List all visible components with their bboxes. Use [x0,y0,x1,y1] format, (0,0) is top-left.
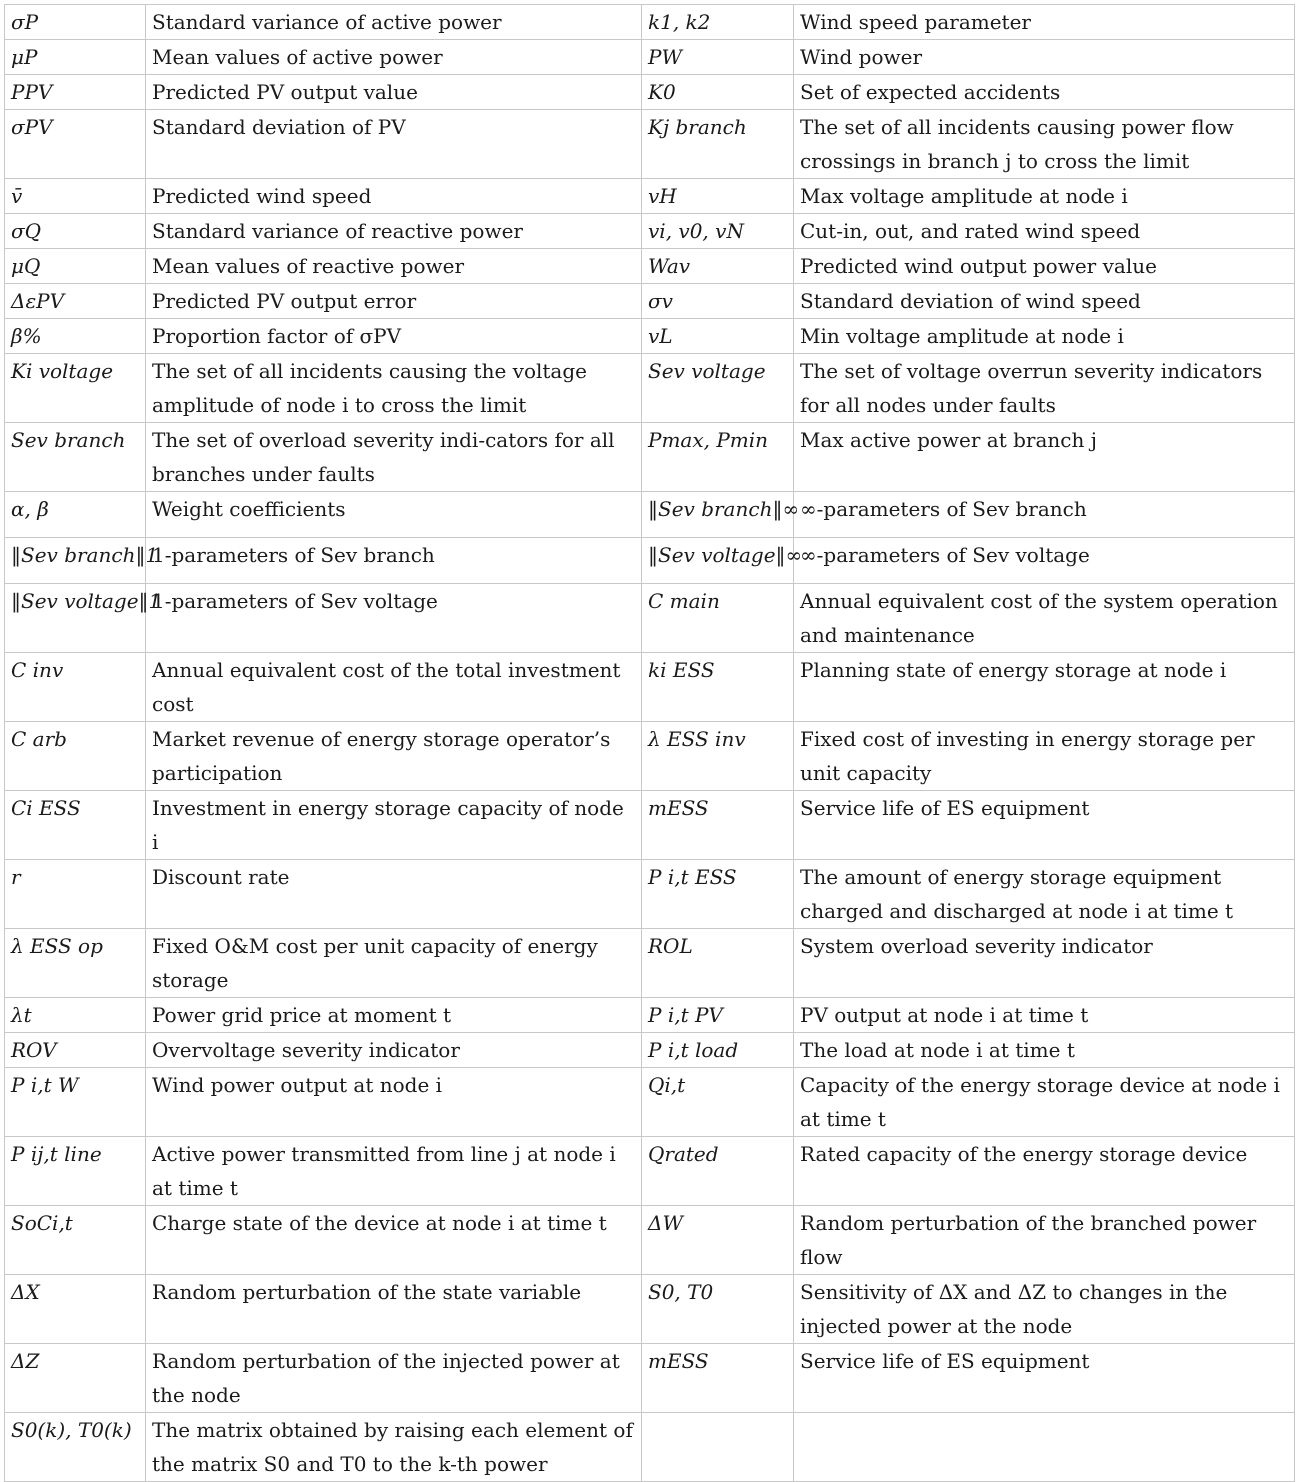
table-row [5,1068,1295,1137]
symbol-cell: P i,t load [642,1033,794,1068]
description-cell: Mean values of active power [146,40,642,75]
description-cell: PV output at node i at time t [794,998,1295,1033]
table-row [5,538,1295,584]
table-row [5,284,1295,319]
description-cell: Market revenue of energy storage operator’s participation [146,722,642,791]
description-cell: Random perturbation of the injected power at the node [146,1344,642,1413]
table-row [5,423,1295,492]
symbol-cell: β% [5,319,146,354]
description-cell: Annual equivalent cost of the system operation and maintenance [794,584,1295,653]
symbol-cell: mESS [642,791,794,860]
description-cell: Service life of ES equipment [794,791,1295,860]
symbol-cell: λ ESS inv [642,722,794,791]
symbol-cell: ‖Sev branch‖∞ [642,492,794,538]
description-cell: Wind power output at node i [146,1068,642,1137]
symbol-cell: ΔX [5,1275,146,1344]
description-cell: Predicted wind speed [146,179,642,214]
description-cell: Standard variance of reactive power [146,214,642,249]
table-row [5,1275,1295,1344]
description-cell: 1-parameters of Sev voltage [146,584,642,653]
symbol-cell: Sev branch [5,423,146,492]
description-cell: Proportion factor of σPV [146,319,642,354]
description-cell: Active power transmitted from line j at node i at time t [146,1137,642,1206]
description-cell: System overload severity indicator [794,929,1295,998]
table-row [5,1033,1295,1068]
description-cell: The set of voltage overrun severity indicators for all nodes under faults [794,354,1295,423]
symbol-cell: Kj branch [642,110,794,179]
description-cell: Rated capacity of the energy storage device [794,1137,1295,1206]
symbol-cell: λt [5,998,146,1033]
symbol-cell: k1, k2 [642,5,794,40]
description-cell: The set of all incidents causing the voltage amplitude of node i to cross the limit [146,354,642,423]
symbol-cell: vL [642,319,794,354]
table-body [5,5,1295,1482]
table-row [5,1206,1295,1275]
symbol-cell: PW [642,40,794,75]
symbol-cell: μP [5,40,146,75]
description-cell: Discount rate [146,860,642,929]
description-cell: Service life of ES equipment [794,1344,1295,1413]
table-row [5,179,1295,214]
table-row [5,249,1295,284]
symbol-cell: v̄ [5,179,146,214]
description-cell [794,1413,1295,1482]
symbol-cell: ΔZ [5,1344,146,1413]
description-cell: Planning state of energy storage at node i [794,653,1295,722]
symbol-cell: ΔεPV [5,284,146,319]
symbol-cell: P i,t ESS [642,860,794,929]
table-row [5,319,1295,354]
description-cell: Charge state of the device at node i at time t [146,1206,642,1275]
description-cell: 1-parameters of Sev branch [146,538,642,584]
symbol-cell: σP [5,5,146,40]
description-cell: Power grid price at moment t [146,998,642,1033]
description-cell: Sensitivity of ΔX and ΔZ to changes in the injected power at the node [794,1275,1295,1344]
description-cell: Wind speed parameter [794,5,1295,40]
description-cell: Cut-in, out, and rated wind speed [794,214,1295,249]
description-cell: Overvoltage severity indicator [146,1033,642,1068]
description-cell: The matrix obtained by raising each element of the matrix S0 and T0 to the k-th power [146,1413,642,1482]
description-cell: The amount of energy storage equipment charged and discharged at node i at time t [794,860,1295,929]
table-row [5,791,1295,860]
symbol-cell: ‖Sev branch‖1 [5,538,146,584]
symbol-cell: Qi,t [642,1068,794,1137]
description-cell: Max active power at branch j [794,423,1295,492]
table-row [5,929,1295,998]
description-cell: Min voltage amplitude at node i [794,319,1295,354]
description-cell: ∞-parameters of Sev branch [794,492,1295,538]
description-cell: Predicted PV output value [146,75,642,110]
symbol-cell: C main [642,584,794,653]
symbol-cell: σv [642,284,794,319]
description-cell: Random perturbation of the state variable [146,1275,642,1344]
description-cell: Max voltage amplitude at node i [794,179,1295,214]
symbol-cell: P ij,t line [5,1137,146,1206]
table-row [5,722,1295,791]
description-cell: Predicted wind output power value [794,249,1295,284]
table-row [5,5,1295,40]
table-row [5,492,1295,538]
description-cell: Random perturbation of the branched power flow [794,1206,1295,1275]
description-cell: Standard deviation of wind speed [794,284,1295,319]
symbol-cell: P i,t PV [642,998,794,1033]
symbol-cell: σPV [5,110,146,179]
symbol-cell: μQ [5,249,146,284]
nomenclature-table [4,4,1295,1482]
table-row [5,40,1295,75]
table-row [5,75,1295,110]
table-row [5,1137,1295,1206]
symbol-cell: r [5,860,146,929]
table-row [5,354,1295,423]
description-cell: Annual equivalent cost of the total investment cost [146,653,642,722]
symbol-cell: ki ESS [642,653,794,722]
symbol-cell: S0, T0 [642,1275,794,1344]
symbol-cell [642,1413,794,1482]
description-cell: Predicted PV output error [146,284,642,319]
description-cell: The set of overload severity indi-cators for all branches under faults [146,423,642,492]
table-row [5,1344,1295,1413]
description-cell: Standard variance of active power [146,5,642,40]
description-cell: Set of expected accidents [794,75,1295,110]
symbol-cell: S0(k), T0(k) [5,1413,146,1482]
symbol-cell: Ki voltage [5,354,146,423]
description-cell: Capacity of the energy storage device at node i at time t [794,1068,1295,1137]
description-cell: Fixed O&M cost per unit capacity of energy storage [146,929,642,998]
description-cell: Fixed cost of investing in energy storage per unit capacity [794,722,1295,791]
description-cell: Wind power [794,40,1295,75]
description-cell: The load at node i at time t [794,1033,1295,1068]
symbol-cell: vH [642,179,794,214]
symbol-cell: P i,t W [5,1068,146,1137]
description-cell: The set of all incidents causing power flow crossings in branch j to cross the limit [794,110,1295,179]
symbol-cell: Sev voltage [642,354,794,423]
description-cell: Investment in energy storage capacity of node i [146,791,642,860]
table-row [5,584,1295,653]
table-row [5,653,1295,722]
symbol-cell: vi, v0, vN [642,214,794,249]
table-row [5,860,1295,929]
symbol-cell: Qrated [642,1137,794,1206]
symbol-cell: Wav [642,249,794,284]
description-cell: Weight coefficients [146,492,642,538]
symbol-cell: Ci ESS [5,791,146,860]
description-cell: ∞-parameters of Sev voltage [794,538,1295,584]
symbol-cell: SoCi,t [5,1206,146,1275]
symbol-cell: K0 [642,75,794,110]
table-row [5,214,1295,249]
symbol-cell: ΔW [642,1206,794,1275]
symbol-cell: PPV [5,75,146,110]
table-row [5,1413,1295,1482]
symbol-cell: λ ESS op [5,929,146,998]
symbol-cell: α, β [5,492,146,538]
symbol-cell: ‖Sev voltage‖1 [5,584,146,653]
table-row [5,110,1295,179]
description-cell: Mean values of reactive power [146,249,642,284]
symbol-cell: σQ [5,214,146,249]
symbol-cell: Pmax, Pmin [642,423,794,492]
symbol-cell: ‖Sev voltage‖∞ [642,538,794,584]
symbol-cell: ROV [5,1033,146,1068]
symbol-cell: mESS [642,1344,794,1413]
symbol-cell: C arb [5,722,146,791]
description-cell: Standard deviation of PV [146,110,642,179]
table-row [5,998,1295,1033]
symbol-cell: ROL [642,929,794,998]
symbol-cell: C inv [5,653,146,722]
